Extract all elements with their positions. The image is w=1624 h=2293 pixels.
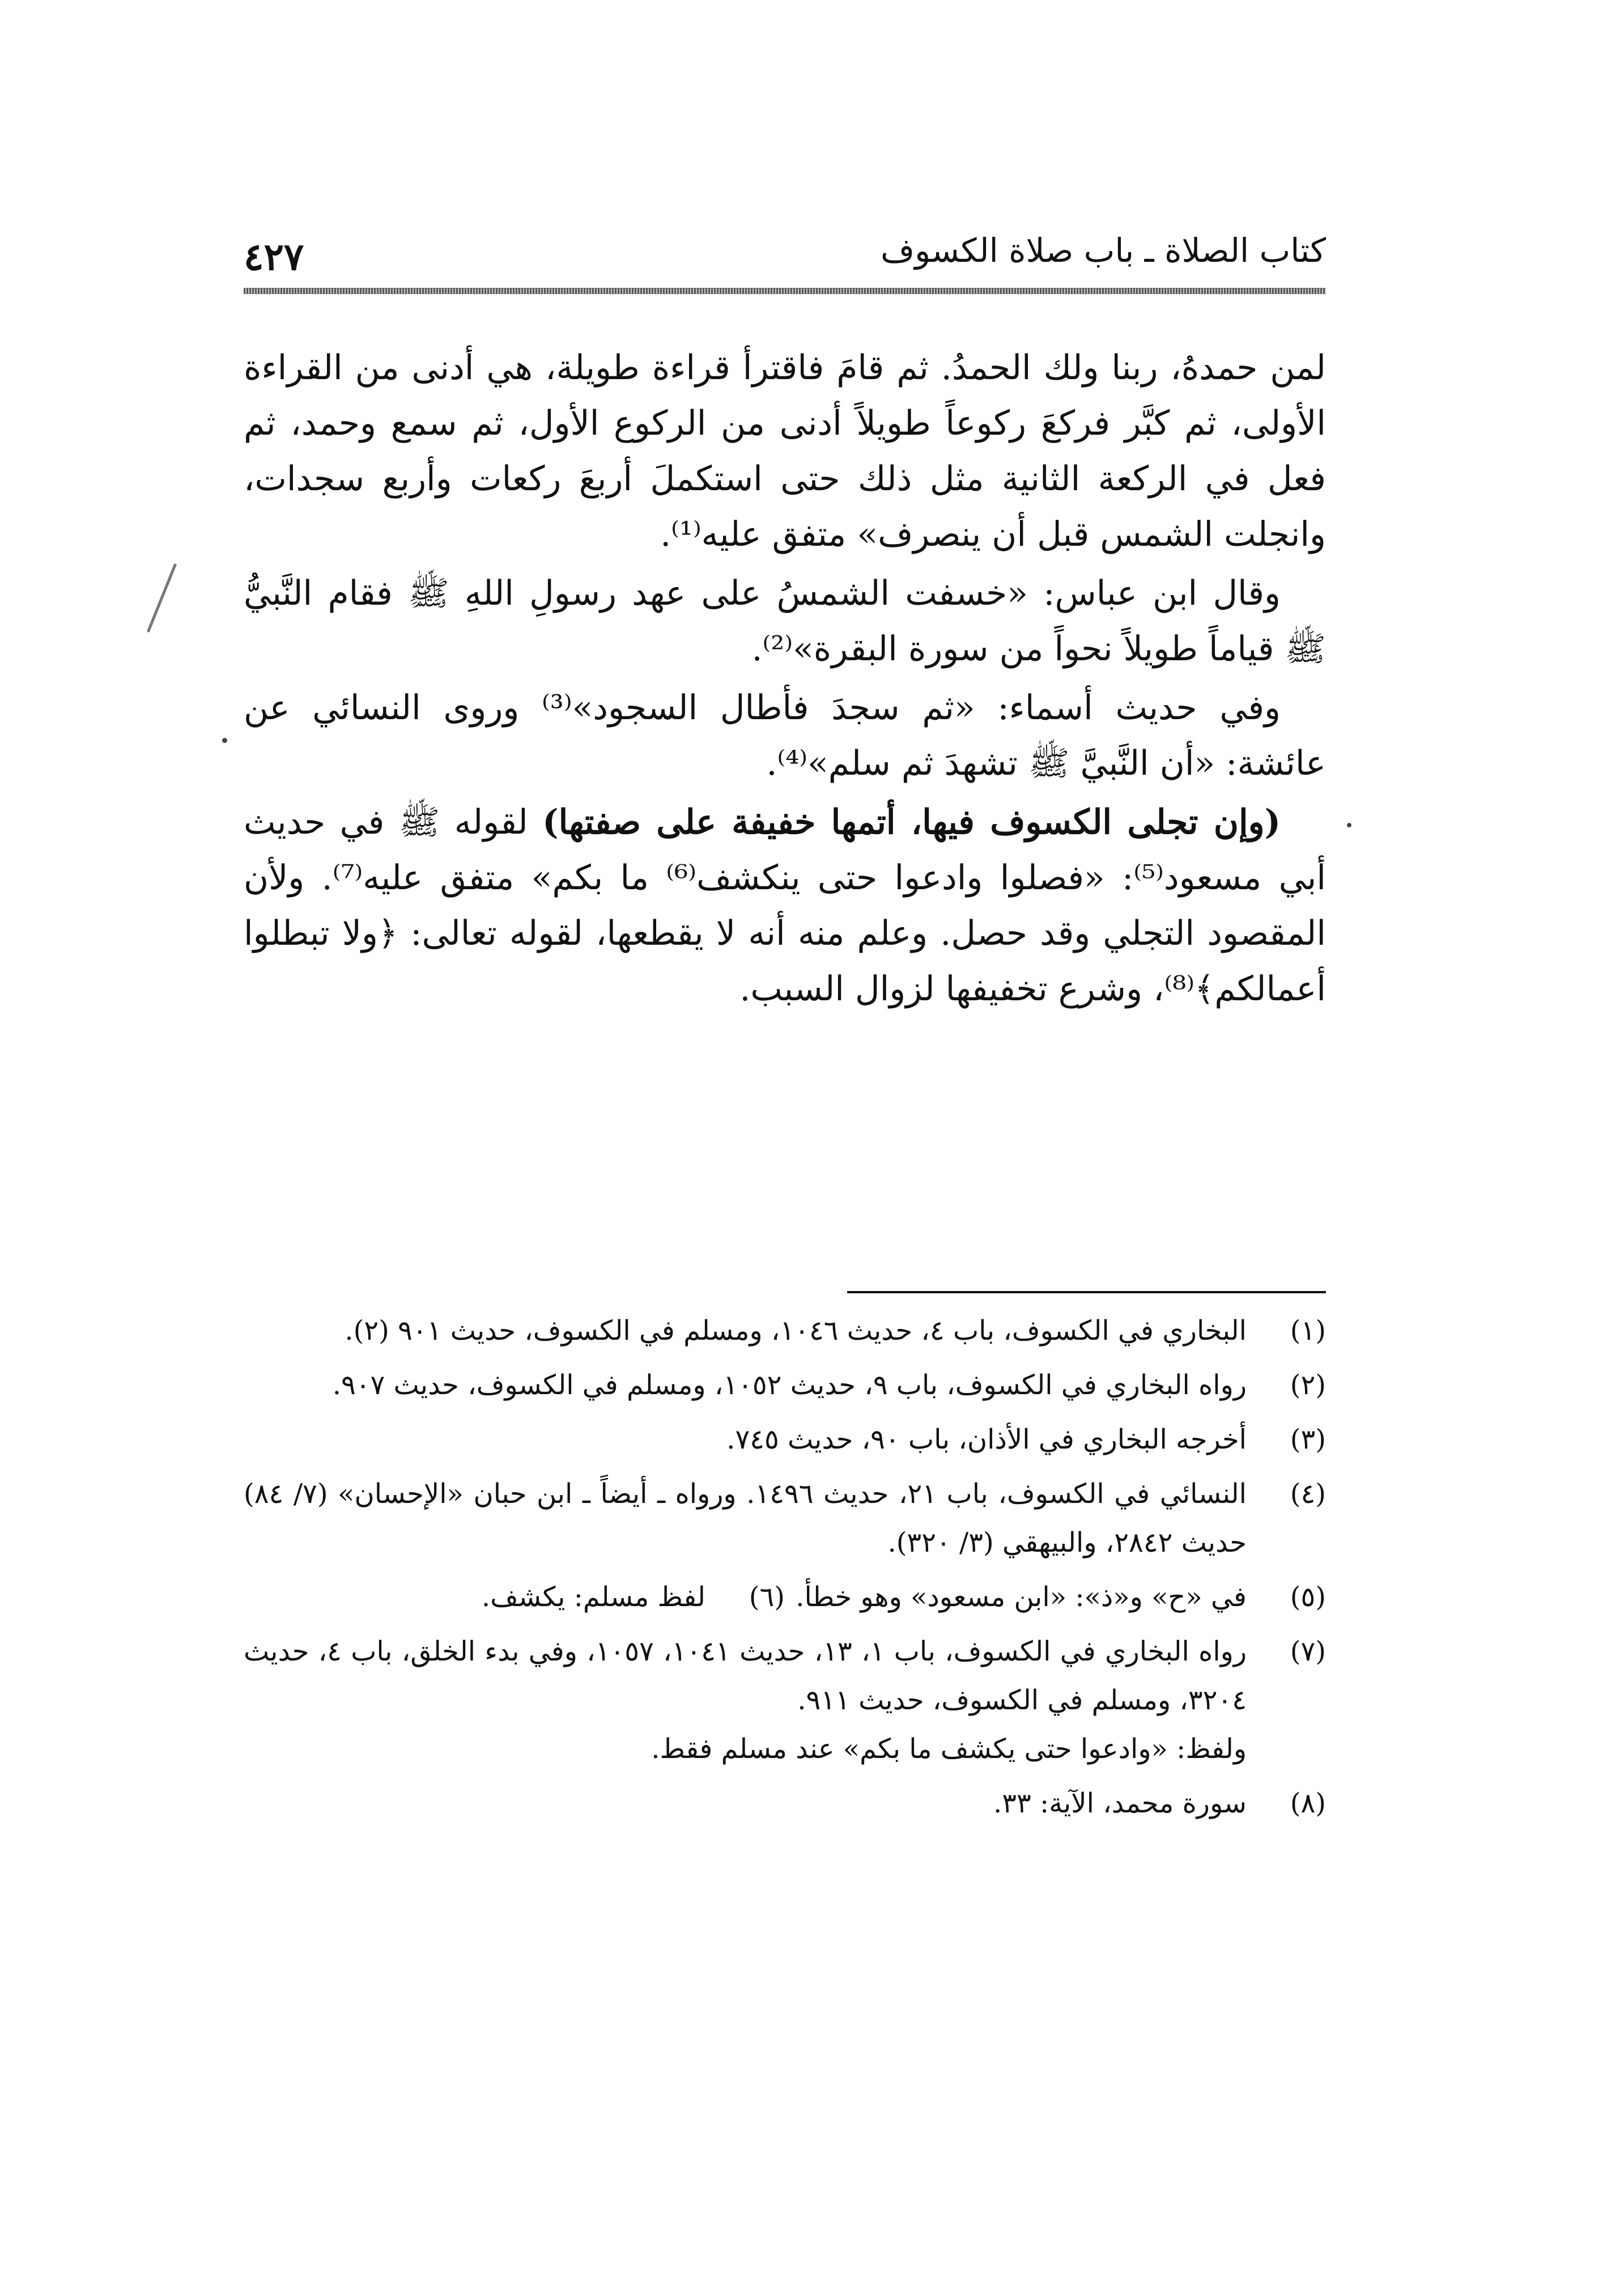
footnote xyxy=(244,1573,785,1621)
footnote-number: (٢) xyxy=(1290,1369,1326,1401)
header-rule xyxy=(244,288,1326,294)
footnote-number: (٦) xyxy=(749,1581,785,1613)
footnote xyxy=(244,1415,1326,1464)
footnote xyxy=(244,1361,1326,1409)
footnote xyxy=(244,1470,1326,1567)
footnote xyxy=(244,1627,1326,1773)
chapter-title: كتاب الصلاة ـ باب صلاة الكسوف xyxy=(881,231,1326,270)
footnote-text: سورة محمد، الآية: ٣٣. xyxy=(993,1787,1247,1819)
speck xyxy=(222,738,227,743)
footnote-text: النسائي في الكسوف، باب ٢١، حديث ١٤٩٦. ورواه ـ أيضاً ـ ابن حبان «الإحسان» (٧/ ٨٤) حديث ٢٨٤٢، والبيهقي (٣/ ٣٢٠). xyxy=(244,1478,1247,1559)
footnote-number: (٨) xyxy=(1290,1787,1326,1819)
footnote-extra: ولفظ: «وادعوا حتى يكشف ما بكم» عند مسلم فقط. xyxy=(651,1733,1247,1765)
page-number: ٤٢٧ xyxy=(244,235,304,279)
commentary-text: لقوله ﷺ في حديث أبي مسعود⁽⁵⁾: «فصلوا وادعوا حتى ينكشف⁽⁶⁾ ما بكم» متفق عليه⁽⁷⁾. ولأن المقصود التجلي وقد حصل. وعلم منه أنه لا يقطعها، لقوله تعالى: ﴿ولا تبطلوا أعمالكم﴾⁽⁸⁾، وشرع تخفيفها لزوال السبب. xyxy=(244,802,1327,1009)
speck xyxy=(1347,823,1351,827)
footnote-number: (٤) xyxy=(1290,1478,1326,1510)
footnote-text: لفظ مسلم: يكشف. xyxy=(481,1581,705,1613)
footnote-number: (٥) xyxy=(1290,1581,1326,1613)
footnote-separator xyxy=(847,1291,1326,1293)
footnote-text: البخاري في الكسوف، باب ٤، حديث ١٠٤٦، ومسلم في الكسوف، حديث ٩٠١ (٢). xyxy=(345,1315,1247,1347)
footnote-text: أخرجه البخاري في الأذان، باب ٩٠، حديث ٧٤٥. xyxy=(726,1424,1247,1455)
footnote-number: (٣) xyxy=(1290,1424,1326,1455)
footnote-text: رواه البخاري في الكسوف، باب ١، ١٣، حديث ١٠٤١، ١٠٥٧، وفي بدء الخلق، باب ٤، حديث ٣٢٠٤، ومسلم في الكسوف، حديث ٩١١. xyxy=(244,1636,1247,1716)
footnote-number: (١) xyxy=(1290,1315,1326,1347)
paragraph: لمن حمدهُ، ربنا ولك الحمدُ. ثم قامَ فاقترأ قراءة طويلة، هي أدنى من القراءة الأولى، ثم كبَّر فركعَ ركوعاً طويلاً أدنى من الركوع الأول، ثم سمع وحمد، ثم فعل في الركعة الثانية مثل ذلك حتى استكملَ أربعَ ركعات وأربع سجدات، وانجلت الشمس قبل أن ينصرف» متفق عليه⁽¹⁾. xyxy=(244,348,1326,554)
footnote xyxy=(244,1779,1326,1828)
paragraph: وقال ابن عباس: «خسفت الشمسُ على عهد رسولِ اللهِ ﷺ فقام النَّبيُّ ﷺ قياماً طويلاً نحواً من سورة البقرة»⁽²⁾. xyxy=(244,574,1326,669)
footnote-body xyxy=(244,1627,1247,1773)
footnote-text: في «ح» و«ذ»: «ابن مسعود» وهو خطأ. xyxy=(796,1581,1247,1613)
footnote-pair xyxy=(244,1573,1326,1621)
footnote-text: رواه البخاري في الكسوف، باب ٩، حديث ١٠٥٢، ومسلم في الكسوف، حديث ٩٠٧. xyxy=(332,1369,1247,1401)
paragraph: وفي حديث أسماء: «ثم سجدَ فأطال السجود»⁽³⁾ وروى النسائي عن عائشة: «أن النَّبيَّ ﷺ تشهدَ ثم سلم»⁽⁴⁾. xyxy=(244,688,1326,783)
matn-quote: (وإن تجلى الكسوف فيها، أتمها خفيفة على صفتها) xyxy=(542,802,1281,842)
footnote-number: (٧) xyxy=(1290,1636,1326,1667)
running-header xyxy=(244,227,1326,295)
pencil-mark xyxy=(147,563,177,632)
footnotes xyxy=(244,1306,1326,1833)
footnote xyxy=(244,1306,1326,1355)
paragraph xyxy=(244,795,1326,1017)
footnote xyxy=(785,1573,1326,1621)
main-text xyxy=(244,340,1326,1020)
